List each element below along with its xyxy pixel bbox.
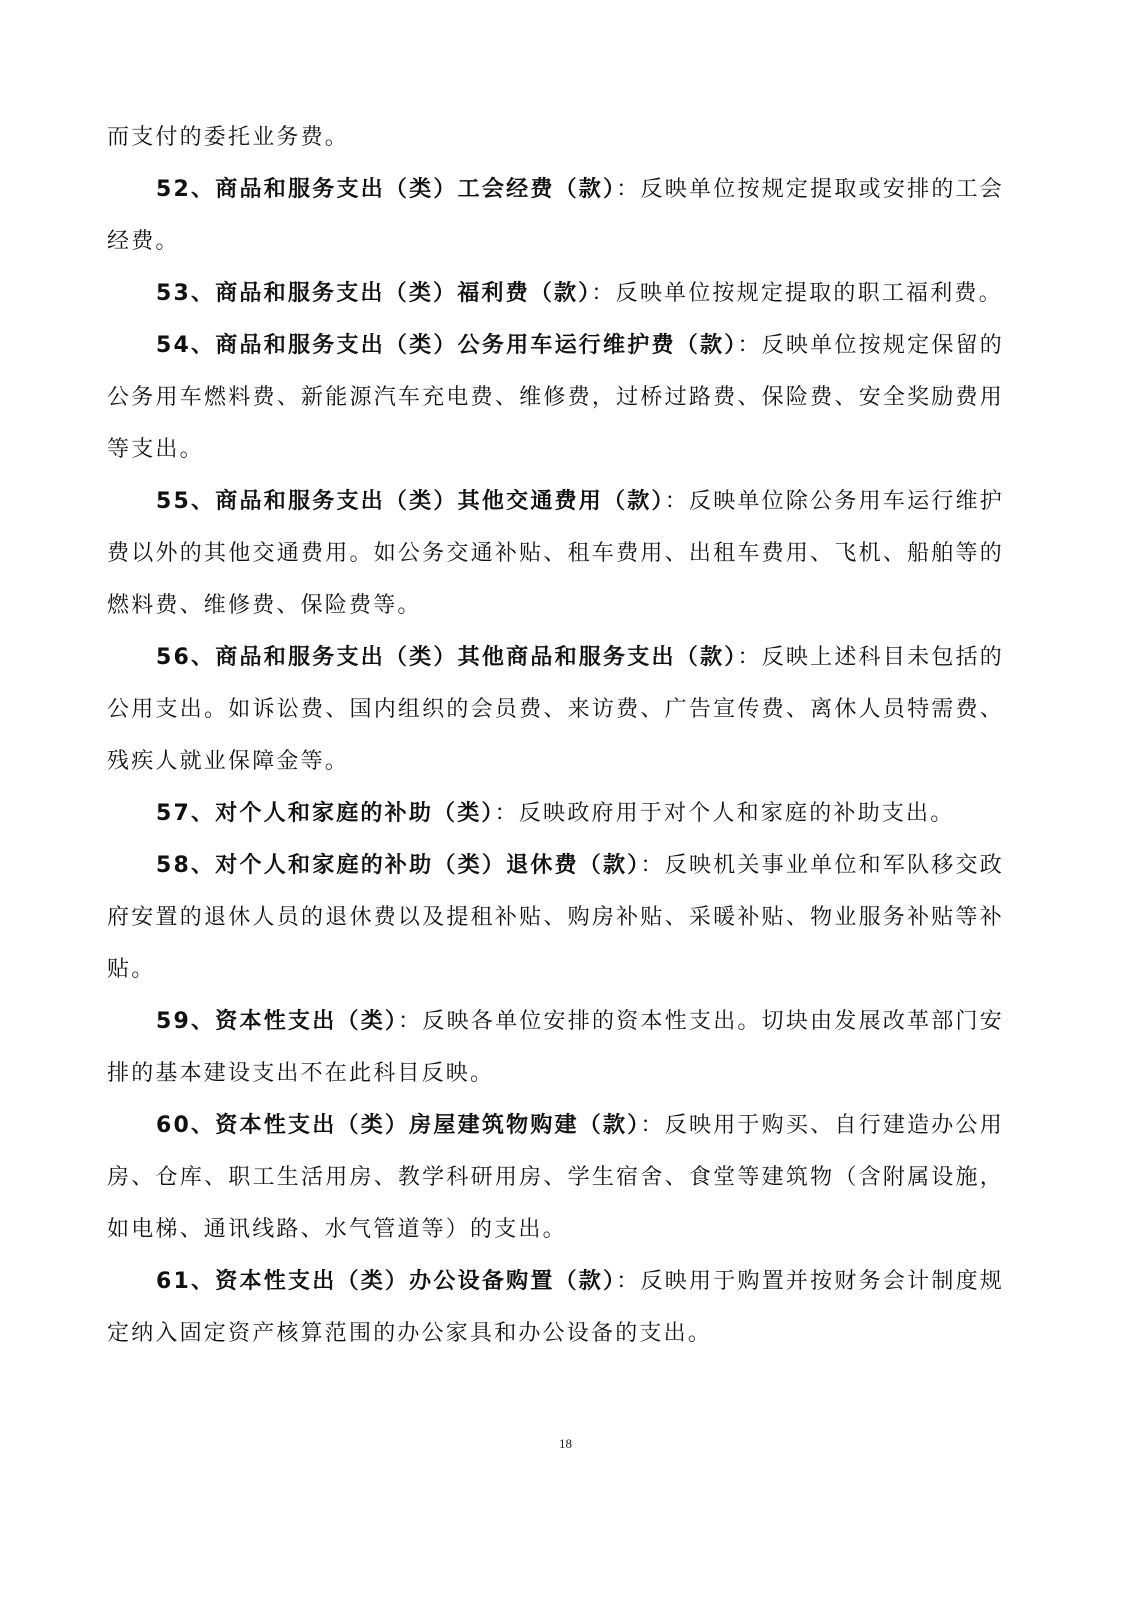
item-description: ：反映机关事业单位和军队移交政府安置的退休人员的退休费以及提租补贴、购房补贴、采暖补贴、物业服务补贴等补贴。 [107,853,1004,982]
item-description: ：反映单位按规定提取或安排的工会经费。 [107,177,1004,254]
item-52 [107,164,1004,268]
document-body [107,112,1004,1360]
continuation-paragraph: 而支付的委托业务费。 [107,125,350,150]
item-description: ：反映用于购买、自行建造办公用房、仓库、职工生活用房、教学科研用房、学生宿舍、食堂等建筑物（含附属设施，如电梯、通讯线路、水气管道等）的支出。 [107,1113,1004,1242]
item-term: 61、资本性支出（类）办公设备购置（款） [156,1269,617,1294]
item-term: 52、商品和服务支出（类）工会经费（款） [156,177,617,202]
item-description: ：反映单位除公务用车运行维护费以外的其他交通费用。如公务交通补贴、租车费用、出租车费用、飞机、船舶等的燃料费、维修费、保险费等。 [107,489,1004,618]
item-term: 57、对个人和家庭的补助（类） [156,801,495,826]
item-term: 60、资本性支出（类）房屋建筑物购建（款） [156,1113,641,1138]
item-description: ：反映政府用于对个人和家庭的补助支出。 [494,801,955,826]
item-57 [107,788,1004,840]
item-description: ：反映用于购置并按财务会计制度规定纳入固定资产核算范围的办公家具和办公设备的支出。 [107,1269,1004,1346]
item-term: 54、商品和服务支出（类）公务用车运行维护费（款） [156,333,738,358]
item-59 [107,996,1004,1100]
item-61 [107,1256,1004,1360]
page-number: 18 [559,1436,572,1451]
item-term: 56、商品和服务支出（类）其他商品和服务支出（款） [156,645,738,670]
item-description: ：反映各单位安排的资本性支出。切块由发展改革部门安排的基本建设支出不在此科目反映。 [107,1009,1004,1086]
item-54 [107,320,1004,476]
item-60 [107,1100,1004,1256]
item-55 [107,476,1004,632]
item-description: ：反映单位按规定保留的公务用车燃料费、新能源汽车充电费、维修费，过桥过路费、保险费、安全奖励费用等支出。 [107,333,1004,462]
item-56 [107,632,1004,788]
item-term: 55、商品和服务支出（类）其他交通费用（款） [156,489,665,514]
item-term: 53、商品和服务支出（类）福利费（款） [156,281,592,306]
item-term: 58、对个人和家庭的补助（类）退休费（款） [156,853,641,878]
item-description: ：反映上述科目未包括的公用支出。如诉讼费、国内组织的会员费、来访费、广告宣传费、离休人员特需费、残疾人就业保障金等。 [107,645,1004,774]
item-description: ：反映单位按规定提取的职工福利费。 [591,281,1003,306]
item-58 [107,840,1004,996]
item-53 [107,268,1004,320]
item-term: 59、资本性支出（类） [156,1009,399,1034]
